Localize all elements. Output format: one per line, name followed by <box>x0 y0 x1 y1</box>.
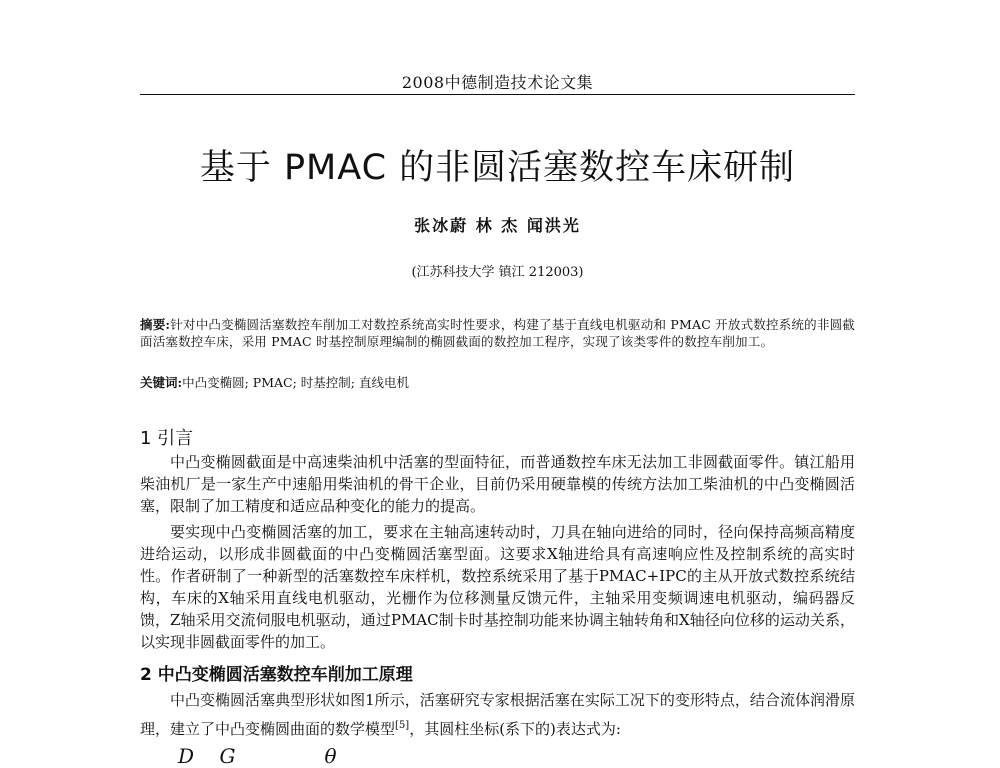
keywords-text: 中凸变椭圆; PMAC; 时基控制; 直线电机 <box>182 375 409 390</box>
running-header: 2008中德制造技术论文集 <box>401 73 594 92</box>
keywords-label: 关键词: <box>140 375 183 390</box>
paragraph-text: 中凸变椭圆活塞典型形状如图1所示，活塞研究专家根据活塞在实际工况下的变形特点，结合流体润滑原理，建立了中凸变椭圆曲面的数学模型 <box>140 691 855 738</box>
equation-fragment: D G θ <box>178 744 337 768</box>
section-heading-introduction: 1 引言 <box>140 428 194 449</box>
header-rule <box>140 94 855 95</box>
citation-marker: [5] <box>395 720 410 731</box>
abstract-label: 摘要: <box>140 317 171 332</box>
keywords <box>140 374 855 391</box>
paragraph-text-continued: ，其圆柱坐标(系下的)表达式为: <box>409 720 621 738</box>
paragraph: 要实现中凸变椭圆活塞的加工，要求在主轴高速转动时，刀具在轴向进给的同时，径向保持高频高精度进给运动，以形成非圆截面的中凸变椭圆活塞型面。这要求X轴进给具有高速响应性及控制系统的高实时性。作者研制了一种新型的活塞数控车床样机，数控系统采用了基于PMAC+IPC的主从开放式数控系统结构，车床的X轴采用直线电机驱动，光栅作为位移测量反馈元件，主轴采用变频调速电机驱动，编码器反馈，Z轴采用交流伺服电机驱动，通过PMAC制卡时基控制功能来协调主轴转角和X轴径向位移的运动关系，以实现非圆截面零件的加工。 <box>140 523 855 651</box>
affiliation: (江苏科技大学 镇江 212003) <box>411 265 584 280</box>
section-heading-principle: 2 中凸变椭圆活塞数控车削加工原理 <box>140 665 413 685</box>
paper-title: 基于 PMAC 的非圆活塞数控车床研制 <box>199 148 796 188</box>
abstract-text: 针对中凸变椭圆活塞数控车削加工对数控系统高实时性要求，构建了基于直线电机驱动和 PMAC 开放式数控系统的非圆截面活塞数控车床，采用 PMAC 时基控制原理编制的椭圆截面的数控加工程序，实现了该类零件的数控车削加工。 <box>140 317 855 349</box>
paragraph <box>140 687 855 742</box>
authors: 张冰蔚 林 杰 闻洪光 <box>414 216 581 235</box>
paragraph: 中凸变椭圆截面是中高速柴油机中活塞的型面特征，而普通数控车床无法加工非圆截面零件。镇江船用柴油机厂是一家生产中速船用柴油机的骨干企业，目前仍采用硬靠模的传统方法加工柴油机的中凸变椭圆活塞，限制了加工精度和适应品种变化的能力的提高。 <box>140 453 855 515</box>
abstract <box>140 316 855 350</box>
